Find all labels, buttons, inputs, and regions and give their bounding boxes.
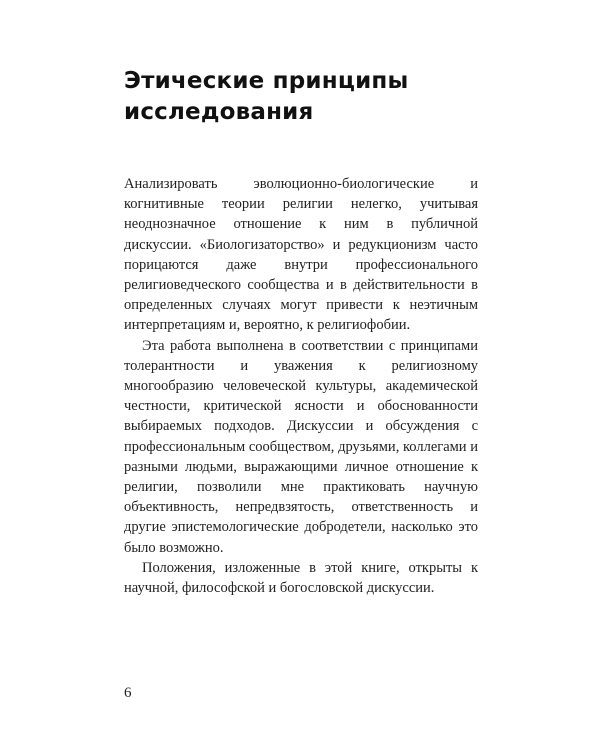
body-text (124, 174, 478, 598)
page-title-line-2: исследования (124, 99, 314, 125)
page-title-line-1: Этические принципы (124, 68, 409, 94)
page-title (124, 66, 484, 128)
paragraph-3: Положения, изложенные в этой книге, открыты к научной, философской и богословской дискуссии. (124, 559, 478, 597)
paragraph-1: Анализировать эволюционно-биологические и когнитивные теории религии нелегко, учитывая неоднозначное отношение к ним в публичной дискуссии. «Биологизаторство» и редукционизм часто порицаются даже внутри профессионального религиоведческого сообщества и в действительности в определенных случаях могут привести к неэтичным интерпретациям и, вероятно, к религиофобии. (124, 176, 478, 334)
paragraph-2: Эта работа выполнена в соответствии с принципами толерантности и уважения к религиозному многообразию человеческой культуры, академической честности, критической ясности и обоснованности выбираемых подходов. Дискуссии и обсуждения с профессиональным сообществом, друзьями, коллегами и разными людьми, выражающими личное отношение к религии, позволили мне практиковать научную объективность, непредвзятость, ответственность и другие эпистемологические добродетели, насколько это было возможно. (124, 337, 478, 556)
page-number: 6 (124, 685, 132, 701)
